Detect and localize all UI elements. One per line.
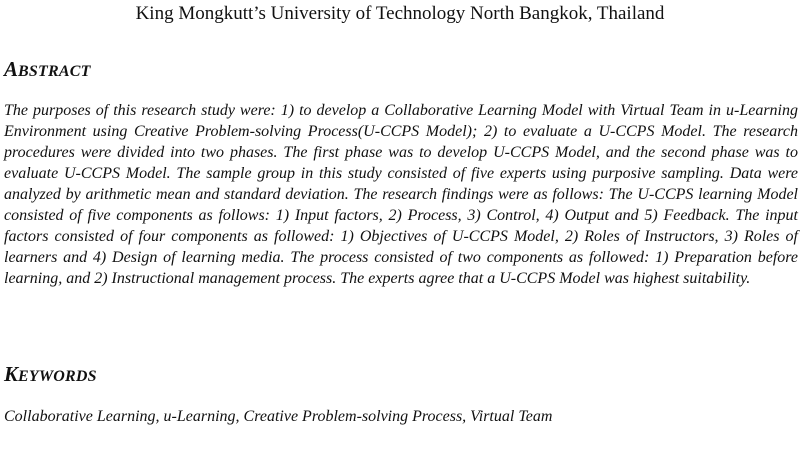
abstract-heading xyxy=(4,57,91,84)
author-affiliation: King Mongkutt’s University of Technology North Bangkok, Thailand xyxy=(135,3,665,24)
keywords-heading xyxy=(4,362,97,389)
abstract-text: The purposes of this research study were: 1) to develop a Collaborative Learning Model with Virtual Team in u-Learning Environment using Creative Problem-solving Process(U-CCPS Model); 2) to evaluate a U-CCPS Model. The research procedures were divided into two phases. The first phase was to develop U-CCPS Model, and the second phase was to evaluate U-CCPS Model. The sample group in this study consisted of five experts using purposive sampling. Data were analyzed by arithmetic mean and standard deviation. The research findings were as follows: The U-CCPS learning Model consisted of five components as follows: 1) Input factors, 2) Process, 3) Control, 4) Output and 5) Feedback. The input factors consisted of four components as followed: 1) Objectives of U-CCPS Model, 2) Roles of Instructors, 3) Roles of learners and 4) Design of learning media. The process consisted of two components as followed: 1) Preparation before learning, and 2) Instructional management process. The experts agree that a U-CCPS Model was highest suitability. xyxy=(4,102,798,287)
abstract-heading-rest: BSTRACT xyxy=(18,63,91,80)
keywords-heading-initial: K xyxy=(4,362,19,386)
keywords-text: Collaborative Learning, u-Learning, Creative Problem-solving Process, Virtual Team xyxy=(4,408,553,425)
keywords-heading-rest: EYWORDS xyxy=(18,368,97,385)
abstract-heading-initial: A xyxy=(4,57,19,81)
